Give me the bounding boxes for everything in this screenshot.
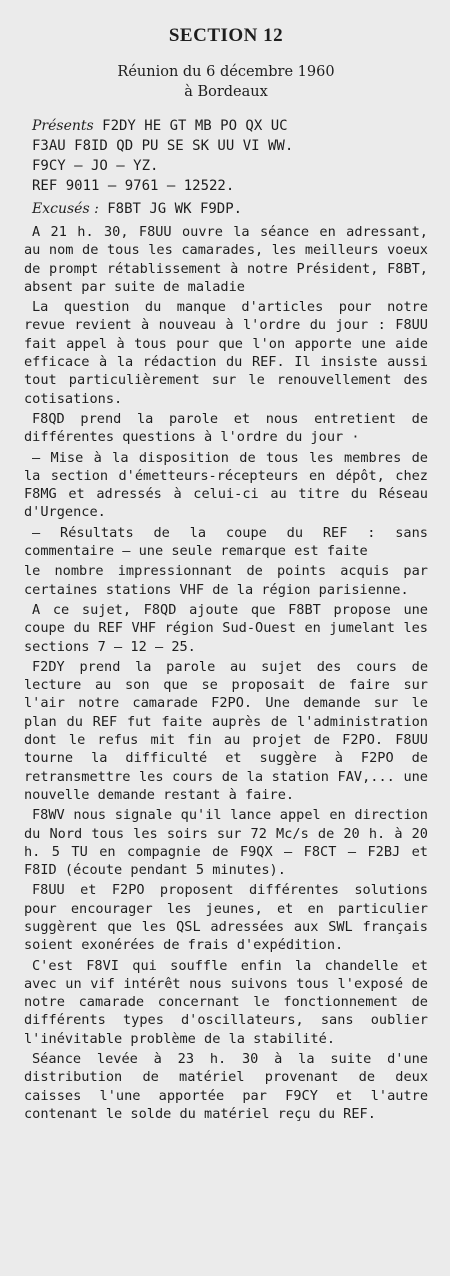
paragraph-f8wv: F8WV nous signale qu'il lance appel en direction du Nord tous les soirs sur 72 Mc/s de 20 h. à 20 h. 5 TU en compagnie de F9QX — F8CT — F2BJ et F8ID (écoute pendant 5 minutes). bbox=[24, 807, 428, 879]
paragraph-youth: F8UU et F2PO proposent différentes solutions pour encourager les jeunes, et en particulier suggèrent que les QSL adressées aux SWL français soient exonérées de frais d'expédition. bbox=[24, 882, 428, 954]
minutes-body bbox=[24, 223, 428, 1123]
paragraph-equipment: — Mise à la disposition de tous les membres de la section d'émetteurs-récepteurs en dépôt, chez F8MG et adressés à celui-ci au titre du Réseau d'Urgence. bbox=[24, 449, 428, 521]
paragraph-f8qd: F8QD prend la parole et nous entretient de différentes questions à l'ordre du jour · bbox=[24, 410, 428, 446]
presents-list-2: F3AU F8ID QD PU SE SK UU VI WW. bbox=[32, 138, 294, 154]
excuses-list: F8BT JG WK F9DP. bbox=[107, 201, 243, 217]
section-title: SECTION 12 bbox=[168, 25, 284, 46]
paragraph-coupe-vhf: A ce sujet, F8QD ajoute que F8BT propose une coupe du REF VHF région Sud-Ouest en jumelant les sections 7 — 12 — 25. bbox=[24, 601, 428, 655]
paragraph-courses: F2DY prend la parole au sujet des cours de lecture au son que se proposait de faire sur l'air notre camarade F2PO. Une demande sur le plan du REF fut faite auprès de l'administration dont le refus mit fin au projet de F2PO. F8UU tourne la difficulté et suggère à F2PO de retransmettre les cours de la station FAV,... une nouvelle demande restant à faire. bbox=[24, 658, 428, 803]
paragraph-articles: La question du manque d'articles pour notre revue revient à nouveau à l'ordre du jour : F8UU fait appel à tous pour que l'on apporte une aide efficace à la rédaction du REF. Il insiste aussi tout particulièrement sur le renouvellement des cotisations. bbox=[24, 299, 428, 407]
presents-label: Présents bbox=[32, 118, 94, 134]
presents-list-3: F9CY — JO — YZ. bbox=[32, 158, 159, 174]
presents-line-1 bbox=[32, 116, 428, 136]
paragraph-opening: A 21 h. 30, F8UU ouvre la séance en adressant, au nom de tous les camarades, les meilleurs voeux de prompt rétablissement à notre Président, F8BT, absent par suite de maladie bbox=[24, 224, 428, 295]
meeting-date: Réunion du 6 décembre 1960 bbox=[117, 64, 335, 80]
paragraph-coupe-results: — Résultats de la coupe du REF : sans commentaire — une seule remarque est faite bbox=[24, 524, 428, 560]
meeting-info bbox=[24, 62, 428, 102]
excuses-label: Excusés : bbox=[32, 201, 99, 217]
paragraph-oscillators: C'est F8VI qui souffle enfin la chandelle et avec un vif intérêt nous suivons tous l'exposé de notre camarade concernant le fonctionnement de différents types d'oscillateurs, sans oublier l'inévitable problème de la stabilité. bbox=[24, 957, 428, 1047]
attendance-block bbox=[24, 116, 428, 219]
excuses-line bbox=[32, 199, 428, 219]
paragraph-points: le nombre impressionnant de points acquis par certaines stations VHF de la région parisienne. bbox=[24, 563, 428, 598]
meeting-location: à Bordeaux bbox=[184, 84, 268, 100]
paragraph-closing: Séance levée à 23 h. 30 à la suite d'une distribution de matériel provenant de deux caisses l'une apportée par F9CY et l'autre contenant le solde du matériel reçu du REF. bbox=[24, 1051, 428, 1122]
presents-list-1: F2DY HE GT MB PO QX UC bbox=[102, 118, 288, 134]
ref-numbers: REF 9011 — 9761 — 12522. bbox=[32, 178, 235, 194]
